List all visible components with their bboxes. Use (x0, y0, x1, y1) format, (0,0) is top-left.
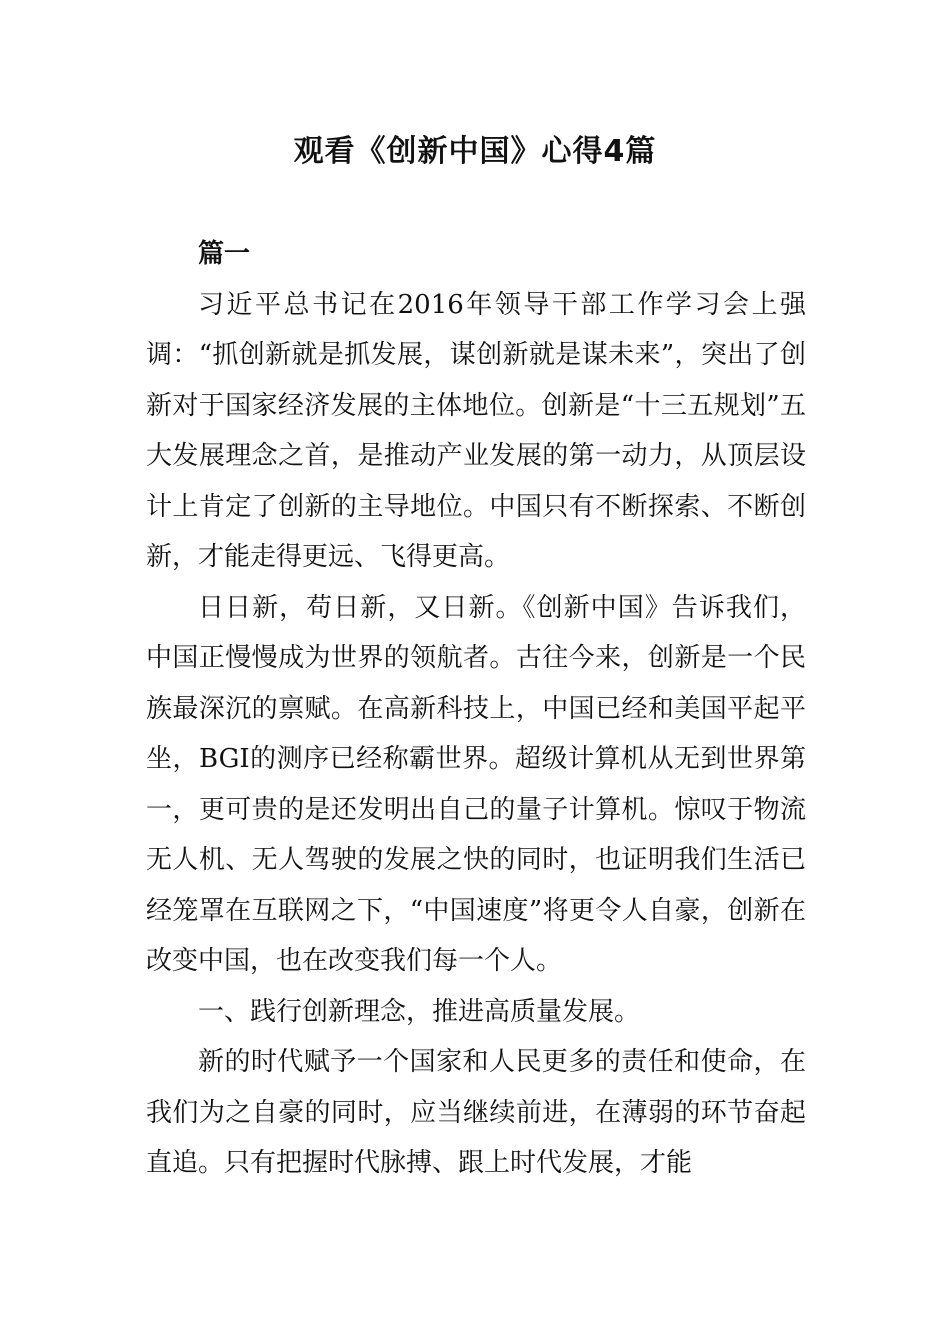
paragraph-1: 习近平总书记在2016年领导干部工作学习会上强调：“抓创新就是抓发展，谋创新就是谋未来”，突出了创新对于国家经济发展的主体地位。创新是“十三五规划”五大发展理念之首，是推动产业发展的第一动力，从顶层设计上肯定了创新的主导地位。中国只有不断探索、不断创新，才能走得更远、飞得更高。 (146, 289, 806, 572)
document-body (146, 229, 806, 1189)
paragraph-2: 日日新，苟日新，又日新。《创新中国》告诉我们，中国正慢慢成为世界的领航者。古往今来，创新是一个民族最深沉的禀赋。在高新科技上，中国已经和美国平起平坐，BGI的测序已经称霸世界。超级计算机从无到世界第一，更可贵的是还发明出自己的量子计算机。惊叹于物流无人机、无人驾驶的发展之快的同时，也证明我们生活已经笼罩在互联网之下，“中国速度”将更令人自豪，创新在改变中国，也在改变我们每一个人。 (146, 592, 806, 976)
section-heading: 篇一 (198, 239, 251, 269)
document-title: 观看《创新中国》心得4篇 (293, 134, 657, 169)
paragraph-3-subheading: 一、践行创新理念，推进高质量发展。 (198, 996, 641, 1027)
paragraph-4: 新的时代赋予一个国家和人民更多的责任和使命，在我们为之自豪的同时，应当继续前进，在薄弱的环节奋起直追。只有把握时代脉搏、跟上时代发展，才能 (146, 1047, 806, 1178)
